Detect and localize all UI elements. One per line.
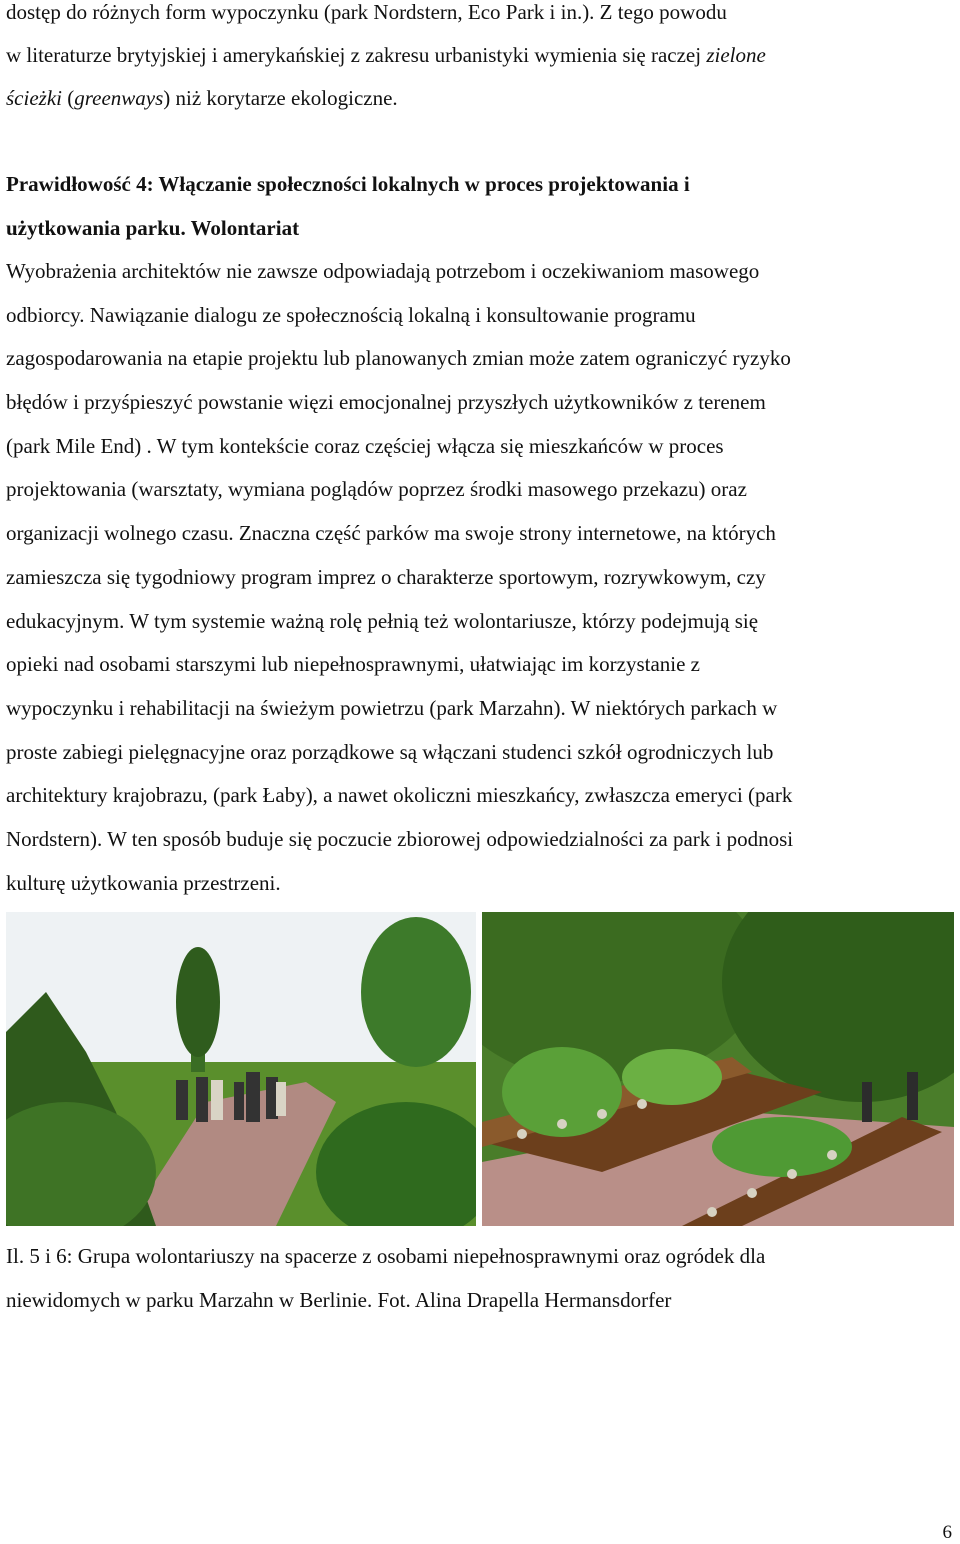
- intro-text: w literaturze brytyjskiej i amerykańskiej z zakresu urbanistyki wymienia się raczej: [6, 43, 702, 67]
- body-line: proste zabiegi pielęgnacyjne oraz porządkowe są włączani studenci szkół ogrodniczych lub: [6, 739, 774, 764]
- body-line: opieki nad osobami starszymi lub niepełnosprawnymi, ułatwiając im korzystanie z: [6, 652, 700, 677]
- intro-line: [6, 0, 954, 41]
- body-line: edukacyjnym. W tym systemie ważną rolę pełnią też wolontariusze, którzy podejmują się: [6, 608, 759, 633]
- intro-text: dostęp do różnych form wypoczynku (park Nordstern, Eco Park i in.). Z tego powodu: [6, 0, 727, 24]
- section-heading: [6, 170, 954, 258]
- photo-volunteers-walk: [6, 912, 476, 1226]
- caption-line: niewidomych w parku Marzahn w Berlinie. Fot. Alina Drapella Hermansdorfer: [6, 1288, 672, 1312]
- heading-text: użytkowania parku. Wolontariat: [6, 216, 300, 240]
- intro-text: ) niż korytarze ekologiczne.: [163, 86, 398, 110]
- intro-line: [6, 84, 954, 127]
- intro-paragraph: [6, 0, 954, 127]
- body-line: Wyobrażenia architektów nie zawsze odpowiadają potrzebom i oczekiwaniom masowego: [6, 259, 760, 283]
- body-line: błędów i przyśpieszyć powstanie więzi emocjonalnej przyszłych użytkowników z terenem: [6, 390, 766, 415]
- intro-line: [6, 41, 954, 84]
- intro-italic-term: ścieżki: [6, 86, 62, 110]
- body-line: organizacji wolnego czasu. Znaczna część parków ma swoje strony internetowe, na których: [6, 521, 776, 546]
- body-line: Nordstern). W ten sposób buduje się poczucie zbiorowej odpowiedzialności za park i podnosi: [6, 826, 794, 851]
- intro-italic-term: zielone: [706, 43, 766, 67]
- heading-line-2: [6, 214, 954, 258]
- body-paragraph: [6, 257, 954, 912]
- body-line: zagospodarowania na etapie projektu lub planowanych zmian może zatem ograniczyć ryzyko: [6, 346, 791, 371]
- body-line: odbiorcy. Nawiązanie dialogu ze społecznością lokalną i konsultowanie programu: [6, 302, 696, 327]
- figure-photos: [6, 912, 954, 1226]
- body-line: architektury krajobrazu, (park Łaby), a nawet okoliczni mieszkańcy, zwłaszcza emeryci (park: [6, 783, 793, 808]
- figure-caption: [6, 1242, 954, 1330]
- body-line: zamieszcza się tygodniowy program imprez o charakterze sportowym, rozrywkowym, czy: [6, 564, 766, 589]
- photo-sensory-garden: [482, 912, 954, 1226]
- caption-line: Il. 5 i 6: Grupa wolontariuszy na spacerze z osobami niepełnosprawnymi oraz ogródek dla: [6, 1244, 766, 1268]
- page-number: 6: [942, 1522, 952, 1543]
- body-line: (park Mile End) . W tym kontekście coraz częściej włącza się mieszkańców w proces: [6, 433, 724, 458]
- body-line: kulturę użytkowania przestrzeni.: [6, 870, 281, 895]
- body-line: projektowania (warsztaty, wymiana poglądów poprzez środki masowego przekazu) oraz: [6, 477, 747, 502]
- heading-line: Prawidłowość 4: Włączanie społeczności lokalnych w proces projektowania i: [6, 172, 690, 196]
- body-line: wypoczynku i rehabilitacji na świeżym powietrzu (park Marzahn). W niektórych parkach w: [6, 695, 778, 720]
- intro-italic-term: greenways: [74, 86, 164, 110]
- intro-text: (: [67, 86, 75, 110]
